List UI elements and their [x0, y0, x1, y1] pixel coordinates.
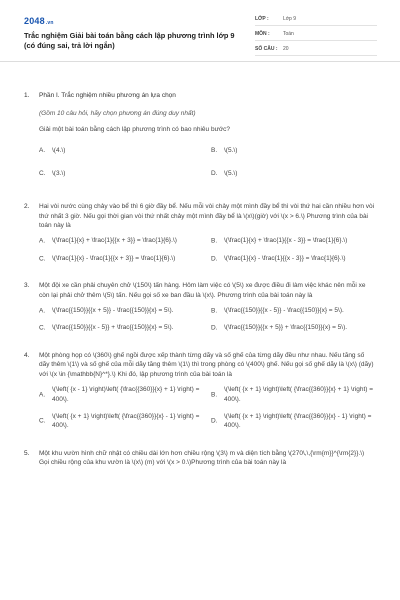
document-title: Trắc nghiệm Giải bài toán bằng cách lập phương trình lớp 9 (có đúng sai, trả lời ngắn) — [24, 31, 235, 50]
option-d[interactable] — [211, 323, 383, 332]
option-b[interactable] — [211, 306, 383, 315]
question-number: 1. — [24, 92, 30, 99]
answer-options — [39, 146, 376, 186]
option-text: \(\left( {x + 1} \right)\left( {\frac{{360}}{x} - 1} \right) = 400\). — [224, 413, 372, 430]
meta-label: SỐ CÂU : — [255, 45, 278, 52]
option-letter: B. — [211, 147, 218, 155]
option-a[interactable] — [39, 146, 211, 155]
answer-options — [39, 306, 376, 341]
meta-value: 20 — [283, 45, 289, 52]
question-text: Giải một bài toán bằng cách lập phương trình có bao nhiêu bước? — [39, 125, 231, 133]
question-list — [0, 62, 400, 468]
meta-row-class — [255, 14, 377, 26]
option-text: \(5.\) — [224, 147, 238, 155]
option-letter: A. — [39, 307, 46, 315]
section-note: (Gồm 10 câu hỏi, hãy chọn phương án đúng duy nhất) — [39, 110, 196, 118]
meta-value: Lớp 9 — [283, 15, 297, 22]
question-2 — [0, 202, 400, 271]
option-letter: D. — [211, 169, 218, 177]
option-letter: B. — [211, 390, 218, 398]
site-logo[interactable]: 2048.vn — [24, 16, 54, 26]
meta-label: MÔN : — [255, 30, 270, 37]
question-4 — [0, 351, 400, 439]
option-letter: A. — [39, 390, 46, 398]
option-letter: D. — [211, 417, 218, 425]
option-text: \(\frac{{150}}{{x + 5}} - \frac{{150}}{x} = 5\). — [52, 307, 174, 315]
option-a[interactable] — [39, 236, 211, 245]
document-header — [0, 0, 400, 62]
option-b[interactable] — [211, 146, 383, 155]
option-d[interactable] — [211, 412, 383, 431]
option-text: \(\frac{1}{x} - \frac{1}{{x + 3}} = \frac{1}{6}.\) — [52, 254, 176, 262]
option-b[interactable] — [211, 236, 383, 245]
option-letter: B. — [211, 237, 218, 245]
option-text: \(5.\) — [224, 169, 238, 177]
section-heading: Phần I. Trắc nghiệm nhiều phương án lựa chọn — [39, 92, 176, 99]
question-text: Một đội xe cần phải chuyên chở \(150\) tấn hàng. Hôm làm việc có \(5\) xe được điều đi làm việc khác nên mỗi xe còn lại phải chở thêm \(5\) tấn. Nếu gọi số xe ban đầu là \(x\). Phương trình của bài toán này là — [39, 282, 366, 299]
option-text: \(4.\) — [52, 147, 66, 155]
meta-row-count — [255, 44, 377, 56]
answer-options — [39, 236, 376, 271]
question-text: Hai vòi nước cùng chảy vào bể thì 6 giờ đầy bể. Nếu mỗi vòi chảy một mình đầy bể thì vòi thứ hai cần nhiều hơn vòi thứ nhất 3 giờ. Nếu gọi thời gian vòi thứ nhất chảy một mình đầy bể là \(x\)(giờ) với \(x > 6.\) Phương trình của bài toán này là — [39, 203, 375, 229]
option-letter: D. — [211, 324, 218, 332]
question-text: Một phòng họp có \(360\) ghế ngồi được xếp thành từng dãy và số ghế của từng dãy đều như nhau. Nếu tăng số dãy thêm \(1\) và số ghế của mỗi dãy tăng thêm \(1\) thì trong phòng có \(400\) ghế. Nếu gọi số ghế dãy là \(x\) (dãy) với \(x \in {\mathbb{N}^*}.\) Khi đó, lập phương trình của bài toán là — [39, 351, 374, 378]
question-text: Một khu vườn hình chữ nhật có chiều dài lớn hơn chiều rộng \(3\) m và diện tích bằng \(270\,\,{\rm{m}}^{\rm{2}}.\) Gọi chiều rộng của khu vườn là \(x\) (m) với \(x > 0.\)Phương trình của bài toán này là — [39, 449, 365, 467]
option-letter: C. — [39, 169, 46, 177]
option-text: \(\left( {x - 1} \right)\left( {\frac{{360}}{x} + 1} \right) = 400\). — [52, 386, 200, 403]
option-text: \(\frac{{150}}{{x - 5}} - \frac{{150}}{x} = 5\). — [224, 307, 344, 315]
question-number: 5. — [24, 449, 30, 457]
option-d[interactable] — [211, 254, 383, 263]
option-text: \(\left( {x + 1} \right)\left( {\frac{{360}}{x} + 1} \right) = 400\). — [224, 386, 374, 403]
meta-value: Toán — [283, 30, 294, 37]
question-number: 2. — [24, 203, 30, 211]
question-5 — [0, 449, 400, 468]
option-text: \(\frac{{150}}{{x + 5}} + \frac{{150}}{x} = 5\). — [224, 324, 348, 332]
option-text: \(3.\) — [52, 169, 66, 177]
option-c[interactable] — [39, 169, 211, 178]
option-letter: C. — [39, 254, 46, 262]
question-3 — [0, 281, 400, 341]
option-a[interactable] — [39, 306, 211, 315]
question-1 — [0, 91, 400, 186]
option-letter: D. — [211, 254, 218, 262]
meta-label: LỚP : — [255, 15, 269, 22]
option-c[interactable] — [39, 412, 211, 431]
question-number: 4. — [24, 351, 30, 359]
option-letter: B. — [211, 307, 218, 315]
document-meta — [255, 14, 377, 59]
option-d[interactable] — [211, 169, 383, 178]
option-text: \(\frac{1}{x} - \frac{1}{{x - 3}} = \frac{1}{6}.\) — [224, 254, 346, 262]
option-text: \(\frac{{150}}{{x - 5}} + \frac{{150}}{x} = 5\). — [52, 324, 174, 332]
option-text: \(\frac{1}{x} + \frac{1}{{x - 3}} = \frac{1}{6}.\) — [224, 237, 348, 245]
option-text: \(\frac{1}{x} + \frac{1}{{x + 3}} = \frac{1}{6}.\) — [52, 237, 177, 245]
meta-row-subject — [255, 29, 377, 41]
option-letter: A. — [39, 147, 46, 155]
option-b[interactable] — [211, 385, 383, 404]
option-a[interactable] — [39, 385, 211, 404]
option-c[interactable] — [39, 254, 211, 263]
option-text: \(\left( {x + 1} \right)\left( {\frac{{360}}{x} - 1} \right) = 400\). — [52, 413, 200, 430]
option-c[interactable] — [39, 323, 211, 332]
option-letter: C. — [39, 324, 46, 332]
option-letter: C. — [39, 417, 46, 425]
option-letter: A. — [39, 237, 46, 245]
question-number: 3. — [24, 282, 30, 290]
answer-options — [39, 385, 376, 439]
